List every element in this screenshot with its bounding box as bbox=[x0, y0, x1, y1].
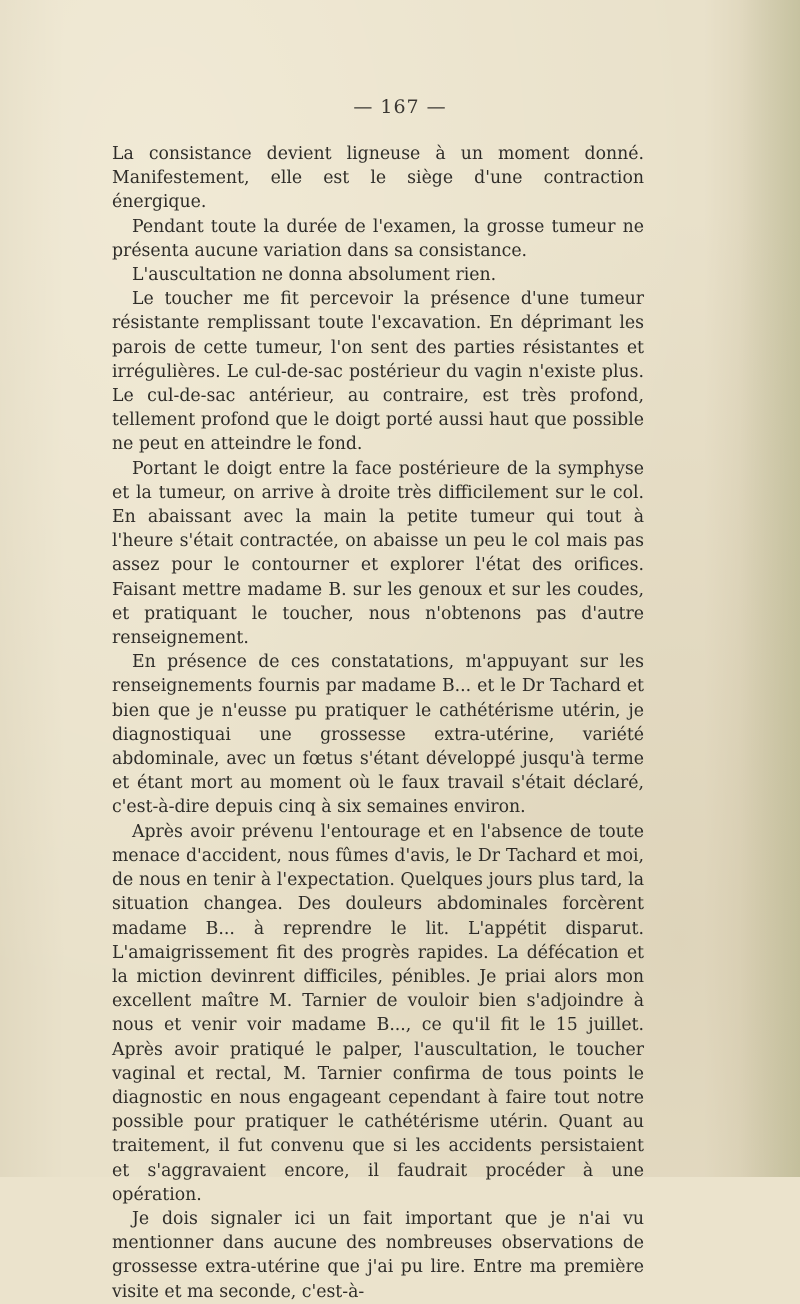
paragraph-1: La consistance devient ligneuse à un moment donné. Manifestement, elle est le siège d'une contraction énergique. bbox=[112, 144, 644, 213]
paragraph-2: Pendant toute la durée de l'examen, la grosse tumeur ne présenta aucune variation dans sa consistance. bbox=[112, 216, 644, 261]
paragraph-4: Le toucher me fit percevoir la présence d'une tumeur résistante remplissant toute l'excavation. En déprimant les parois de cette tumeur, l'on sent des parties résistantes et irrégulières. Le cul-de-sac postérieur du vagin n'existe plus. Le cul-de-sac antérieur, au contraire, est très profond, tellement profond que le doigt porté aussi haut que possible ne peut en atteindre le fond. bbox=[112, 289, 644, 455]
page-edge-stain bbox=[740, 0, 800, 1177]
paragraph-3: L'auscultation ne donna absolument rien. bbox=[132, 265, 497, 286]
paragraph-7: Après avoir prévenu l'entourage et en l'absence de toute menace d'accident, nous fûmes d'avis, le Dr Tachard et moi, de nous en tenir à l'expectation. Quelques jours plus tard, la situation changea. Des douleurs abdominales forcèrent madame B... à reprendre le lit. L'appétit disparut. L'amaigrissement fit des progrès rapides. La défécation et la miction devinrent difficiles, pénibles. Je priai alors mon excellent maître M. Tarnier de vouloir bien s'adjoindre à nous et venir voir madame B..., ce qu'il fit le 15 juillet. Après avoir pratiqué le palper, l'auscultation, le toucher vaginal et rectal, M. Tarnier confirma de tous points le diagnostic en nous engageant cependant à faire tout notre possible pour pratiquer le cathétérisme utérin. Quant au traitement, il fut convenu que si les accidents persistaient et s'aggravaient encore, il faudrait procéder à une opération. bbox=[112, 821, 644, 1205]
page-number: — 167 — bbox=[353, 96, 447, 118]
paragraph-8: Je dois signaler ici un fait important que je n'ai vu mentionner dans aucune des nombreuses observations de grossesse extra-utérine que j'ai pu lire. Entre ma première visite et ma seconde, c'est-à- bbox=[112, 1208, 644, 1302]
paragraph-5: Portant le doigt entre la face postérieure de la symphyse et la tumeur, on arrive à droite très difficilement sur le col. En abaissant avec la main la petite tumeur qui tout à l'heure s'était contractée, on abaisse un peu le col mais pas assez pour le contourner et explorer l'état des orifices. Faisant mettre madame B. sur les genoux et sur les coudes, et pratiquant le toucher, nous n'obtenons pas d'autre renseignement. bbox=[112, 458, 644, 649]
paragraph-6: En présence de ces constatations, m'appuyant sur les renseignements fournis par madame B... et le Dr Tachard et bien que je n'eusse pu pratiquer le cathétérisme utérin, je diagnostiquai une grossesse extra-utérine, variété abdominale, avec un fœtus s'étant développé jusqu'à terme et étant mort au moment où le faux travail s'était déclaré, c'est-à-dire depuis cinq à six semaines environ. bbox=[112, 652, 644, 818]
body-text bbox=[112, 142, 644, 1304]
